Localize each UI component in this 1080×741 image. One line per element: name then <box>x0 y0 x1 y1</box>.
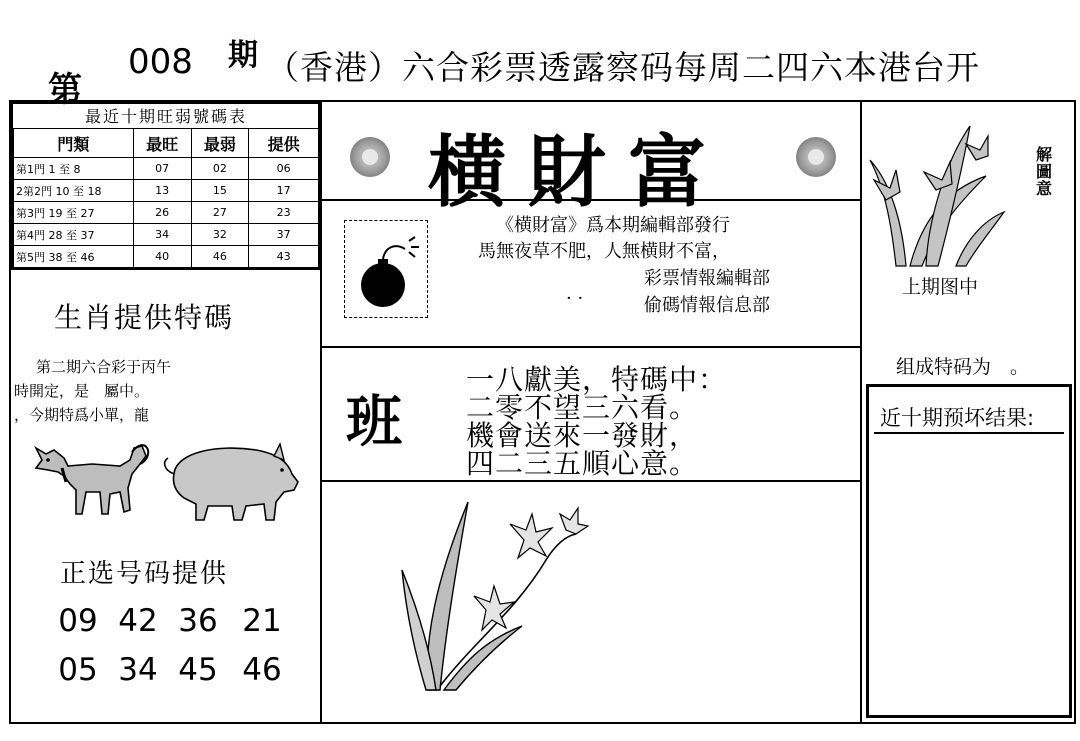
intro-line-2: 馬無夜草不肥，人無横財不富， <box>478 241 730 262</box>
pig-illustration <box>156 440 300 524</box>
plant-illustration <box>866 120 1008 270</box>
recent-results-title: 近十期预坏结果: <box>880 406 1035 430</box>
divider-left <box>320 100 322 724</box>
pick-number: 46 <box>242 652 282 688</box>
gate-cell: 第3門 19 至 27 <box>14 202 134 224</box>
hot-cell: 26 <box>133 202 191 224</box>
table-row <box>14 224 319 246</box>
recent-results-box <box>866 384 1072 718</box>
issue-number: 008 <box>128 42 193 82</box>
pick-number: 34 <box>118 652 158 688</box>
cold-cell: 32 <box>191 224 249 246</box>
header-hot: 最旺 <box>133 129 191 158</box>
verse-line-2: 二零不望三六看。 <box>466 391 699 424</box>
offer-cell: 43 <box>249 246 319 268</box>
gate-cell: 第4門 28 至 37 <box>14 224 134 246</box>
pick-number: 05 <box>58 652 98 688</box>
verse-line-1: 一八獻美，特碼中： <box>466 363 728 396</box>
issue-prefix: 第 <box>48 70 82 110</box>
hot-cell: 07 <box>133 158 191 180</box>
intro-line-3: 彩票情報編輯部 <box>644 268 770 289</box>
cold-cell: 02 <box>191 158 249 180</box>
bomb-frame <box>344 220 428 318</box>
pick-number: 21 <box>242 603 282 639</box>
main-title: 横財富 <box>428 127 729 218</box>
history-table <box>13 128 319 268</box>
divider-center-2 <box>320 346 862 348</box>
zodiac-line-2: 時開定，是 屬中。 <box>14 382 150 400</box>
cold-cell: 27 <box>191 202 249 224</box>
history-header-row <box>14 129 319 158</box>
gate-cell: 2第2門 10 至 18 <box>14 180 134 202</box>
coin-icon <box>796 137 836 177</box>
table-row <box>14 246 319 268</box>
zodiac-line-1: 第二期六合彩于丙午 <box>36 358 172 376</box>
header-title: （香港）六合彩票透露察码每周二四六本港台开 <box>266 48 980 87</box>
intro-line-4: 偷碼情報信息部 <box>644 295 770 316</box>
header-offer: 提供 <box>249 129 319 158</box>
offer-cell: 37 <box>249 224 319 246</box>
table-row <box>14 180 319 202</box>
intro-line-1: 《横財富》爲本期編輯部發行 <box>496 215 730 236</box>
dog-illustration <box>28 430 154 522</box>
orchid-illustration <box>396 500 592 696</box>
key-character: 班 <box>346 389 402 455</box>
verse-line-3: 機會送來一發財， <box>466 419 699 452</box>
divider-right <box>860 100 862 724</box>
verse-line-4: 四二三五順心意。 <box>466 447 699 480</box>
offer-cell: 23 <box>249 202 319 224</box>
pick-number: 42 <box>118 603 158 639</box>
interpretation-label: 解圖意 <box>1035 145 1052 198</box>
pick-number: 45 <box>178 652 218 688</box>
bomb-icon <box>345 221 427 317</box>
picks-title: 正选号码提供 <box>60 559 229 589</box>
header-gate: 門類 <box>14 129 134 158</box>
intro-dots: · · <box>566 288 584 309</box>
offer-cell: 06 <box>249 158 319 180</box>
history-title: 最近十期旺弱號碼表 <box>84 107 247 126</box>
compose-special-label: 组成特码为 。 <box>896 356 1030 378</box>
gate-cell: 第5門 38 至 46 <box>14 246 134 268</box>
hot-cell: 13 <box>133 180 191 202</box>
offer-cell: 17 <box>249 180 319 202</box>
hot-cell: 34 <box>133 224 191 246</box>
previous-issue-label: 上期图中 <box>902 276 979 298</box>
pick-number: 09 <box>58 603 98 639</box>
zodiac-title: 生肖提供特碼 <box>54 301 235 334</box>
table-row <box>14 202 319 224</box>
table-row <box>14 158 319 180</box>
hot-cell: 40 <box>133 246 191 268</box>
gate-cell: 第1門 1 至 8 <box>14 158 134 180</box>
cold-cell: 15 <box>191 180 249 202</box>
zodiac-line-3: ，今期特爲小單，龍 <box>14 406 150 424</box>
issue-suffix: 期 <box>228 38 258 73</box>
coin-icon <box>350 137 390 177</box>
cold-cell: 46 <box>191 246 249 268</box>
recent-underline <box>874 432 1064 434</box>
header-cold: 最弱 <box>191 129 249 158</box>
pick-number: 36 <box>178 603 218 639</box>
